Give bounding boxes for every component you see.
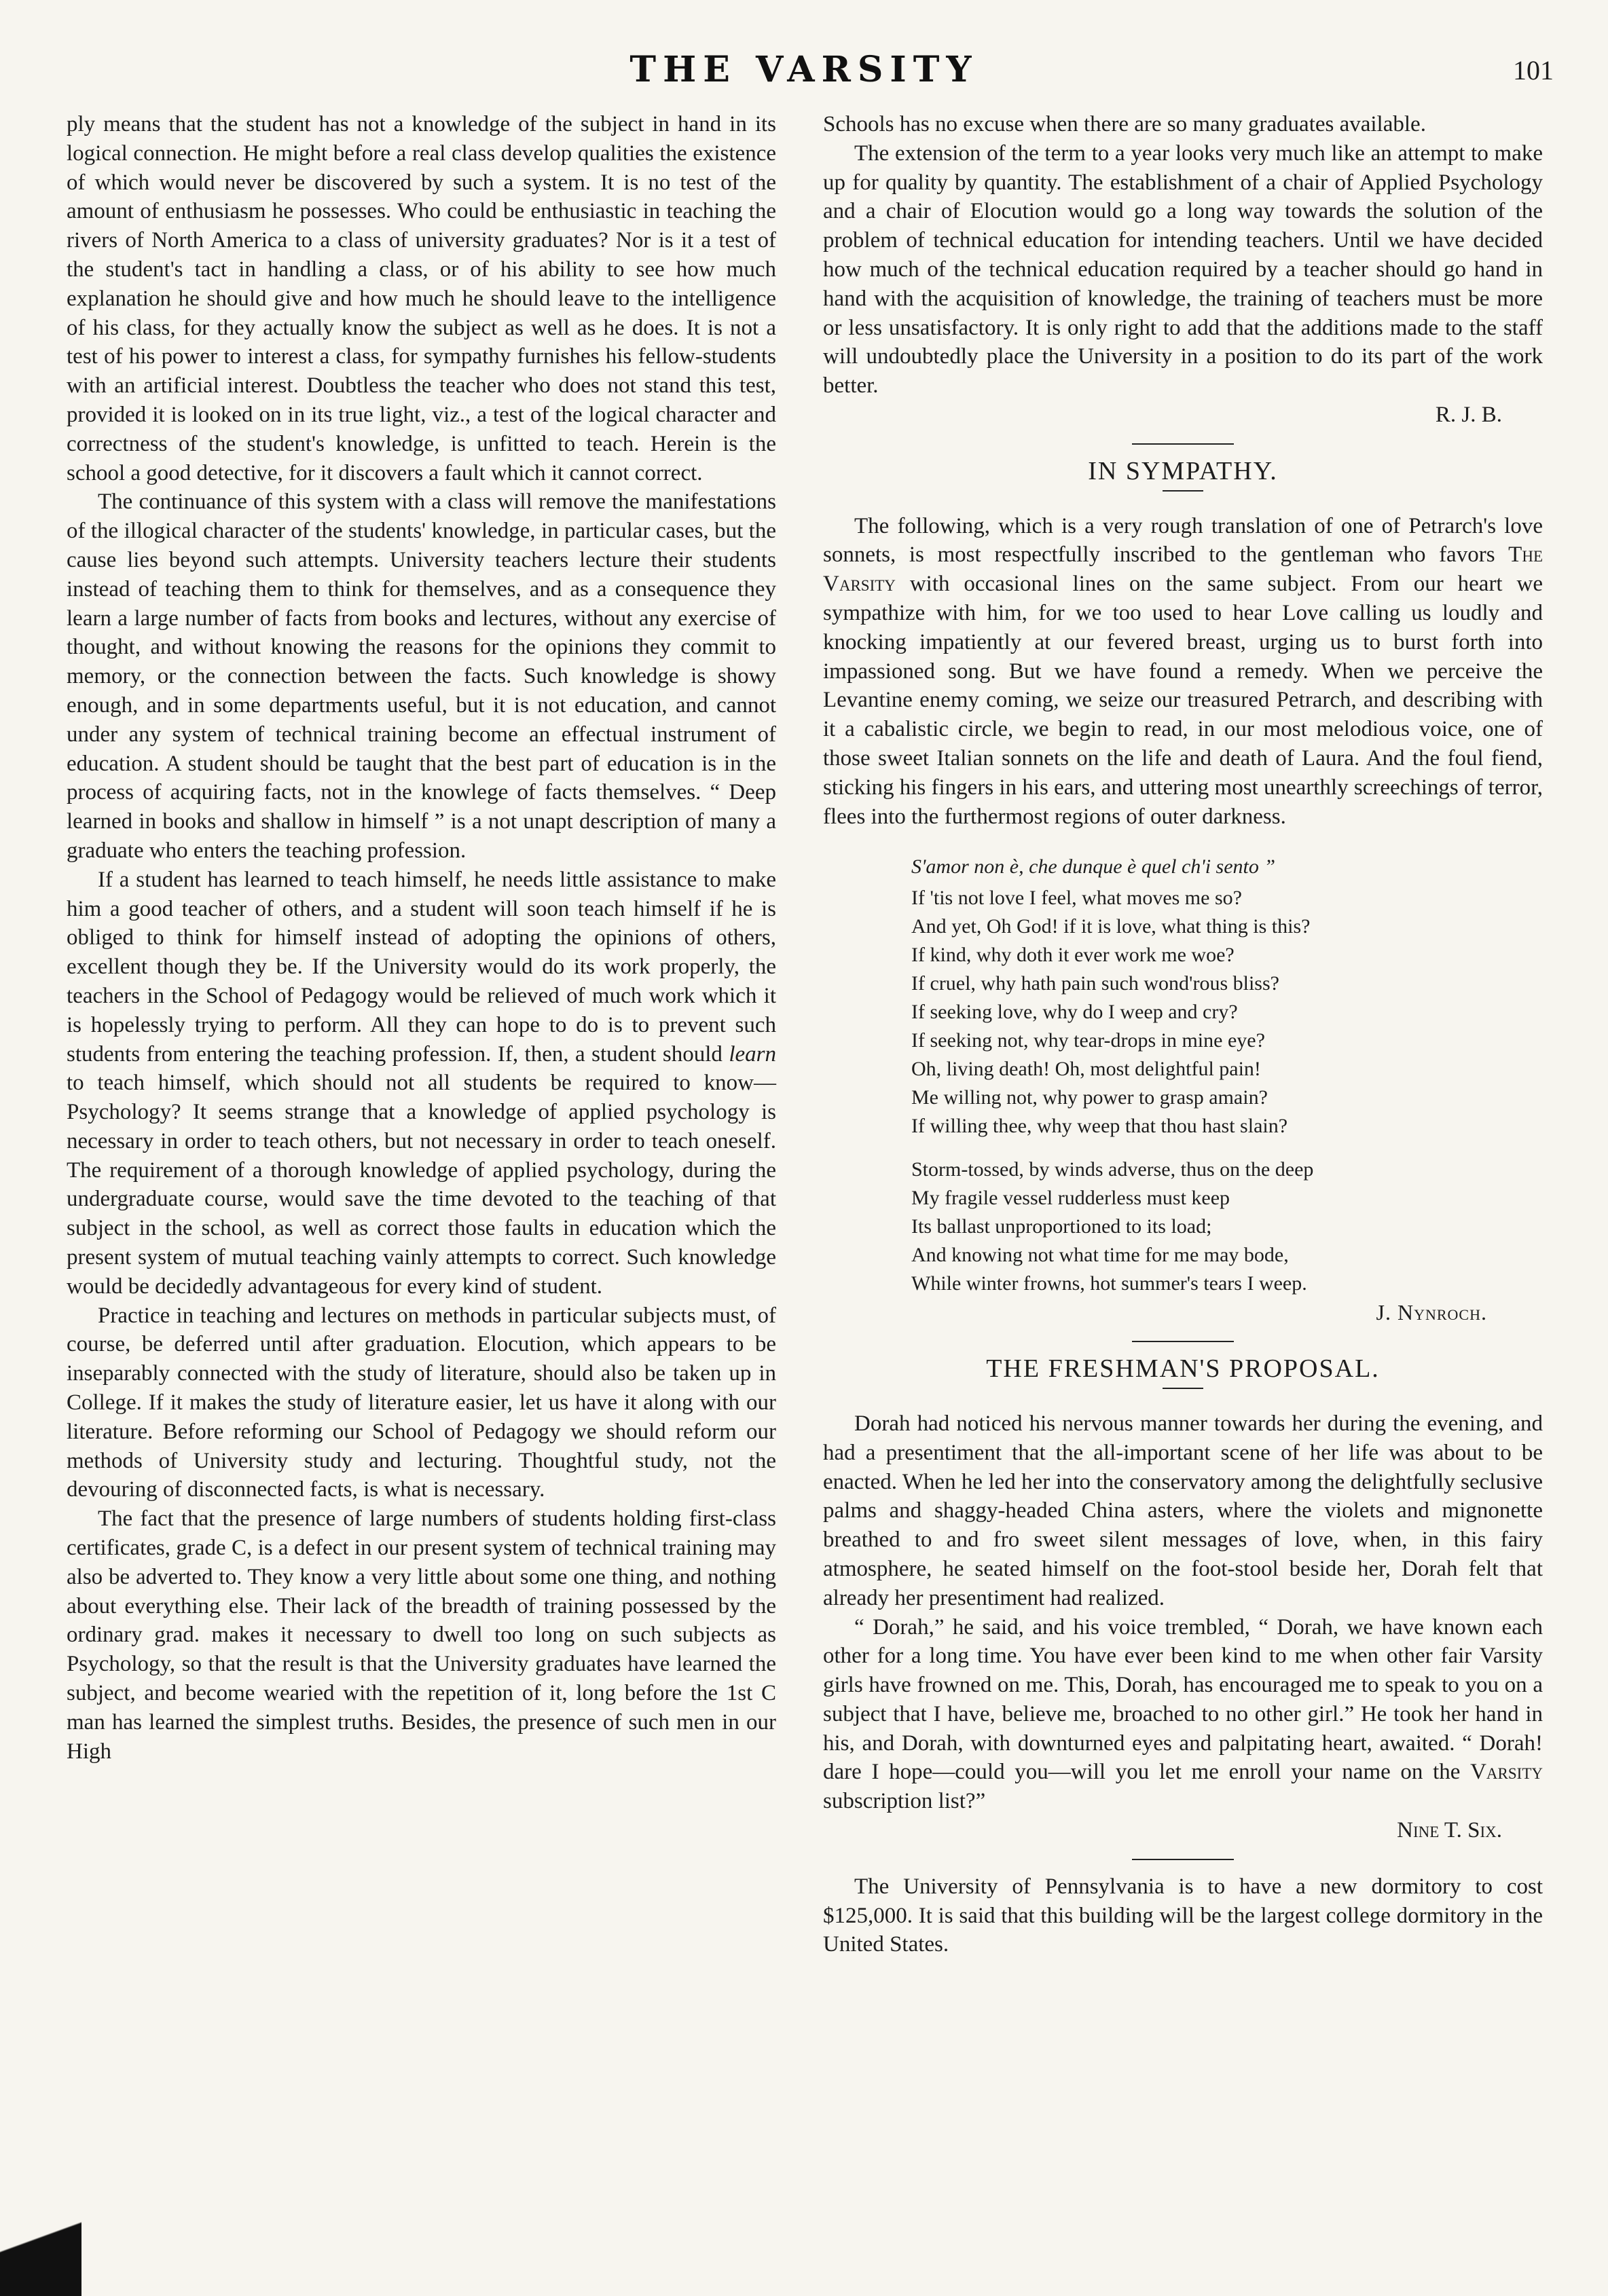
poem-line: If cruel, why hath pain such wond'rous bliss? — [911, 972, 1279, 995]
poem-line: Storm-tossed, by winds adverse, thus on the deep — [911, 1158, 1314, 1181]
freshman-text-a: “ Dorah,” he said, and his voice trembled, “ Dorah, we have known each other for a long time. You have ever been kind to me when other fair Varsity girls have frowned on me. This, Dorah, has encouraged me to speak to you on a subject that I have, believe me, broached to no other girl.” He took her hand in his, and Dorah, with downturned eyes and palpitating heart, awaited. “ Dorah! dare I hope—could you—will you let me enroll your name on the — [823, 1614, 1543, 1785]
freshman-text-b: subscription list?” — [823, 1789, 986, 1814]
poem-line: If kind, why doth it ever work me woe? — [911, 944, 1235, 967]
section-divider — [1132, 443, 1234, 445]
left-paragraph-3-text-b: to teach himself, which should not all students be required to know—Psychology? It seems strange that a knowledge of applied psychology is necessary in order to teach others, but not necessary in order to teach oneself. The requirement of a thorough knowledge of applied psychology, during the undergraduate course, would save the time devoted to the teaching of that subject in the school, as well as correct those faults in education which the present system of mutual teaching vainly attempts to correct. Such knowledge would be decidedly advantageous for every kind of student. — [67, 1071, 776, 1299]
masthead-title: THE VARSITY — [629, 49, 979, 90]
article-signature-rjb: R. J. B. — [1435, 402, 1502, 427]
sympathy-paragraph — [823, 512, 1543, 832]
heading-underline — [1163, 1388, 1203, 1389]
poem-line: My fragile vessel rudderless must keep — [911, 1187, 1230, 1210]
left-paragraph-5: The fact that the presence of large numbers of students holding first-class certificates, grade C, is a defect in our present system of technical training may also be adverted to. They know a very little about some one thing, and nothing about everything else. Their lack of the breadth of training possessed by the ordinary grad. makes it necessary to dwell too long on such subjects as Psychology, so that the result is that the University graduates have learned the subject, and become wearied with the repetition of it, long before the 1st C man has learned the simplest truths. Besides, the presence of such men in our High — [67, 1506, 776, 1764]
sympathy-text-a: The following, which is a very rough translation of one of Petrarch's love sonnets, is most respectfully inscribed to the gentleman who favors — [823, 513, 1543, 568]
poem-stanza-1 — [911, 884, 1543, 1141]
poem-line: And knowing not what time for me may bode, — [911, 1244, 1289, 1267]
heading-in-sympathy: IN SYMPATHY. — [1088, 456, 1278, 485]
poem-line: Oh, living death! Oh, most delightful pain! — [911, 1058, 1261, 1081]
left-paragraph-2: The continuance of this system with a class will remove the manifestations of the illogical character of the students' knowledge, in particular cases, but the cause lies beyond such attempts. University teachers lecture their students instead of teaching them to think for themselves, and as a consequence they learn a large number of facts from books and lectures, without any exercise of thought, and without knowing the reasons for the opinions they commit to memory, or the connection between the facts. Such knowledge is showy enough, and in some departments useful, but it is not education, and cannot under any system of technical training become an effectual instrument of education. A student should be taught that the best part of education is in the process of acquiring facts, not in the knowlege of facts themselves. “ Deep learned in books and shallow in himself ” is a not unapt description of many a graduate who enters the teaching profession. — [67, 489, 776, 863]
page-edge-shadow — [0, 2160, 81, 2296]
poem-line: If willing thee, why weep that thou hast slain? — [911, 1115, 1288, 1138]
sympathy-varsity-name: The Varsity — [823, 542, 1543, 597]
poem-signature: J. Nynroch. — [1376, 1300, 1487, 1325]
page-header — [0, 49, 1608, 90]
penn-dormitory-note: The University of Pennsylvania is to have a new dormitory to cost $125,000. It is said that this building will be the largest college dormitory in the United States. — [823, 1874, 1543, 1957]
petrarch-poem — [911, 853, 1543, 1298]
poem-line: If 'tis not love I feel, what moves me so? — [911, 887, 1242, 910]
left-paragraph-3 — [67, 866, 776, 1301]
poem-line: Its ballast unproportioned to its load; — [911, 1215, 1212, 1238]
right-column — [823, 110, 1543, 1959]
left-column — [67, 110, 776, 1766]
poem-line: Me willing not, why power to grasp amain? — [911, 1086, 1268, 1109]
left-paragraph-3-emphasis: learn — [729, 1041, 776, 1067]
freshman-paragraph-1: Dorah had noticed his nervous manner towards her during the evening, and had a presentiment that the all-important scene of her life was about to be enacted. When he led her into the conservatory among the delightfully seclusive palms and shaggy-headed China asters, where the violets and mignonette breathed to and fro sweet silent messages of love, when, in this fairy atmosphere, he seated himself on the foot-stool beside her, Dorah felt that already her presentiment had realized. — [823, 1411, 1543, 1610]
poem-epigraph: S'amor non è, che dunque è quel ch'i sento ” — [911, 855, 1276, 878]
right-paragraph-2: The extension of the term to a year looks very much like an attempt to make up for quality by quantity. The establishment of a chair of Applied Psychology and a chair of Elocution would go a long way towards the solution of the problem of technical education for intending teachers. Until we have decided how much of the technical education required by a teacher should go hand in hand with the acquisition of knowledge, the training of teachers must be more or less unsatisfactory. It is only right to add that the additions made to the staff will undoubtedly place the University in a position to do its part of the work better. — [823, 141, 1543, 399]
poem-stanza-2 — [911, 1155, 1543, 1298]
page-number: 101 — [1513, 55, 1554, 86]
poem-line: If seeking love, why do I weep and cry? — [911, 1001, 1238, 1024]
sympathy-text-b: with occasional lines on the same subject. From our heart we sympathize with him, for we too used to hear Love calling us loudly and knocking impatiently at our fevered breast, urging us to burst forth into impassioned song. But we have found a remedy. When we perceive the Levantine enemy coming, we seize our treasured Petrarch, and describing with it a cabalistic circle, we begin to read, in our most melodious voice, one of those sweet Italian sonnets on the life and death of Laura. And the foul fiend, sticking his fingers in his ears, and uttering most unearthly screechings of terror, flees into the furthermost regions of outer darkness. — [823, 572, 1543, 829]
poem-line: And yet, Oh God! if it is love, what thing is this? — [911, 915, 1311, 938]
freshman-varsity-name: Varsity — [1470, 1760, 1543, 1785]
poem-line: While winter frowns, hot summer's tears I weep. — [911, 1272, 1307, 1295]
freshman-paragraph-2 — [823, 1613, 1543, 1817]
left-paragraph-4: Practice in teaching and lectures on methods in particular subjects must, of course, be deferred until after graduation. Elocution, which appears to be inseparably connected with the study of literature, should also be taken up in College. If it makes the study of literature easier, let us have it along with our literature. Before reforming our School of Pedagogy we should reform our methods of University study and lecturing. Thoughtful study, not the devouring of disconnected facts, is what is necessary. — [67, 1303, 776, 1502]
left-paragraph-3-text-a: If a student has learned to teach himself, he needs little assistance to make him a good teacher of others, and a student will soon teach himself if he is obliged to think for himself instead of adopting the opinions of others, excellent though they be. If the University would do its work properly, the teachers in the School of Pedagogy would be relieved of much work which it is hopelessly trying to perform. All they can hope to do is to prevent such students from entering the teaching profession. If, then, a student should — [67, 867, 776, 1067]
heading-underline — [1163, 490, 1203, 492]
section-divider — [1132, 1341, 1234, 1342]
heading-freshmans-proposal: THE FRESHMAN'S PROPOSAL. — [986, 1354, 1380, 1384]
left-paragraph-1: ply means that the student has not a knowledge of the subject in hand in its logical connection. He might before a real class develop qualities the existence of which would never be discovered by such a system. It is no test of the amount of enthusiasm he possesses. Who could be enthusiastic in teaching the rivers of North America to a class of university graduates? Nor is it a test of the student's tact in handling a class, or of his ability to see how much explanation he should give and how much he should leave to the intelligence of his class, for they actually know the subject as well as he does. It is not a test of his power to interest a class, for sympathy furnishes his fellow-students with an artificial interest. Doubtless the teacher who does not stand this test, provided it is looked on in its true light, viz., a test of the logical character and correctness of the student's knowledge, is unfitted to teach. Herein is the school a good detective, for it discovers a fault which it cannot correct. — [67, 112, 776, 485]
freshman-signature: Nine T. Six. — [1397, 1818, 1502, 1843]
right-paragraph-1: Schools has no excuse when there are so many graduates available. — [823, 112, 1426, 136]
section-divider — [1132, 1859, 1234, 1860]
poem-line: If seeking not, why tear-drops in mine eye? — [911, 1029, 1265, 1052]
